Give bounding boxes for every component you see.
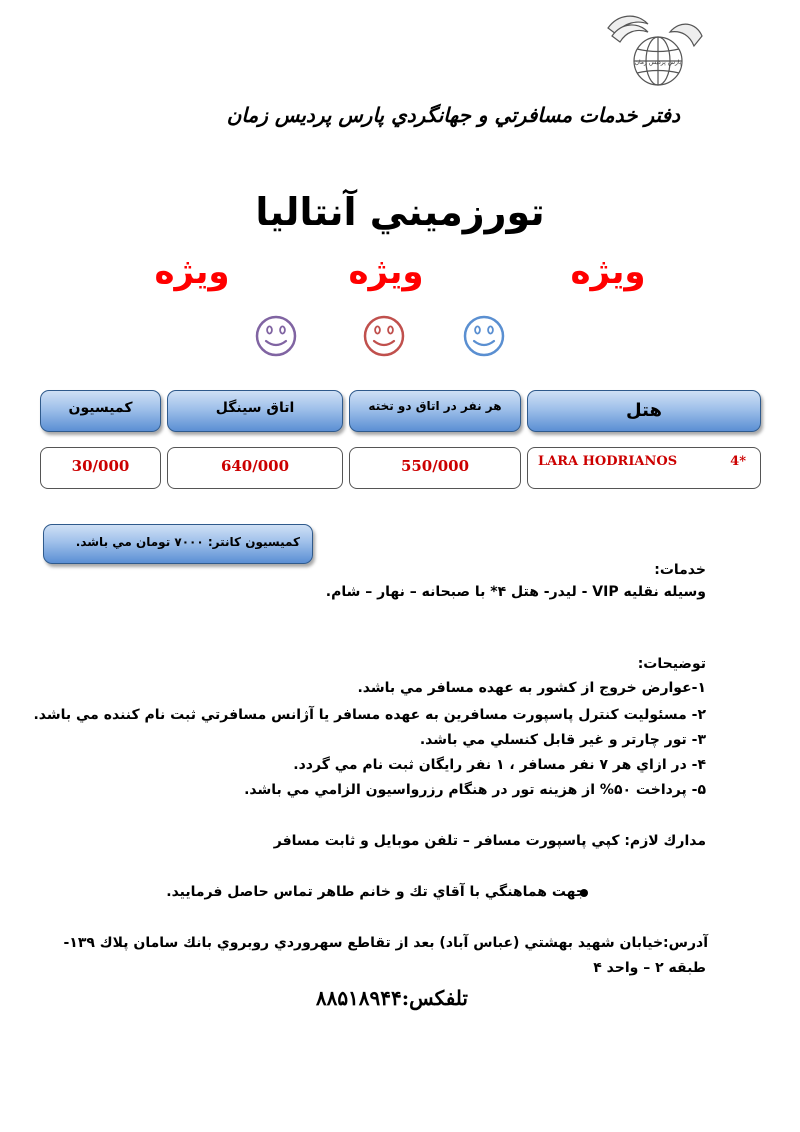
note-item: ۴- در ازاي هر ۷ نفر مسافر ، ۱ نفر رايگان ثبت نام مي گردد. (293, 757, 706, 773)
note-item: ۳- تور چارتر و غير قابل كنسلي مي باشد. (419, 732, 706, 748)
note-item: ۵- پرداخت ۵۰% از هزينه تور در هنگام رزرواسيون الزامي مي باشد. (244, 782, 706, 798)
note-item: ۲- مسئوليت كنترل پاسپورت مسافرين به عهده مسافر يا آژانس مسافرتي ثبت نام كننده مي باشد. (33, 707, 706, 723)
header-double-room-label: هر نفر در اتاق دو تخته (368, 399, 502, 413)
services-body: وسيله نقليه VIP - ليدر- هتل ۴* با صبحانه – نهار – شام. (325, 584, 706, 600)
services-title: خدمات: (654, 562, 706, 578)
smiley-icon (362, 314, 406, 358)
agency-name: دفتر خدمات مسافرتي و جهانگردي پارس پرديس زمان (226, 103, 680, 127)
header-single-room-label: اتاق سينگل (215, 400, 295, 416)
commission-value: 30/000 (71, 457, 130, 475)
tour-title: تورزميني آنتاليا (255, 190, 545, 234)
cell-commission (40, 447, 161, 489)
cell-double-price (349, 447, 521, 489)
double-price: 550/000 (400, 457, 470, 475)
required-documents: مدارك لازم: كپي پاسپورت مسافر – تلفن موبايل و ثابت مسافر (273, 833, 706, 849)
hotel-name: LARA HODRIANOS (538, 454, 678, 469)
single-price: 640/000 (220, 457, 290, 475)
svg-text:پارس پرديس زمان: پارس پرديس زمان (634, 59, 682, 66)
agency-logo (598, 6, 708, 96)
address-line-2: طبقه ۲ – واحد ۴ (593, 960, 706, 976)
cell-hotel (527, 447, 761, 489)
counter-commission-badge (43, 524, 313, 564)
special-label: ويژه (570, 252, 646, 292)
notes-title: توضيحات: (637, 656, 706, 672)
counter-commission-text: كميسيون كانتر: ۷۰۰۰ تومان مي باشد. (75, 535, 300, 549)
header-single-room (167, 390, 343, 432)
hotel-stars: 4* (730, 454, 746, 469)
header-double-room (349, 390, 521, 432)
telfax: تلفكس:۸۸۵۱۸۹۴۴ (315, 986, 468, 1010)
address-line-1: آدرس:خيابان شهيد بهشتي (عباس آباد) بعد از تقاطع سهروردي روبروي بانك سامان پلاك ۱۳۹- (63, 935, 708, 951)
header-commission (40, 390, 161, 432)
coordination-note: جهت هماهنگي با آقاي تك و خانم طاهر تماس حاصل فرماييد. (166, 884, 586, 900)
header-hotel-label: هتل (626, 400, 662, 421)
special-label: ويژه (348, 252, 424, 292)
note-item: ۱-عوارض خروج از كشور به عهده مسافر مي باشد. (357, 680, 706, 696)
cell-single-price (167, 447, 343, 489)
smiley-icon (254, 314, 298, 358)
header-hotel (527, 390, 761, 432)
header-commission-label: كميسيون (68, 400, 133, 416)
smiley-icon (462, 314, 506, 358)
special-label: ويژه (154, 252, 230, 292)
